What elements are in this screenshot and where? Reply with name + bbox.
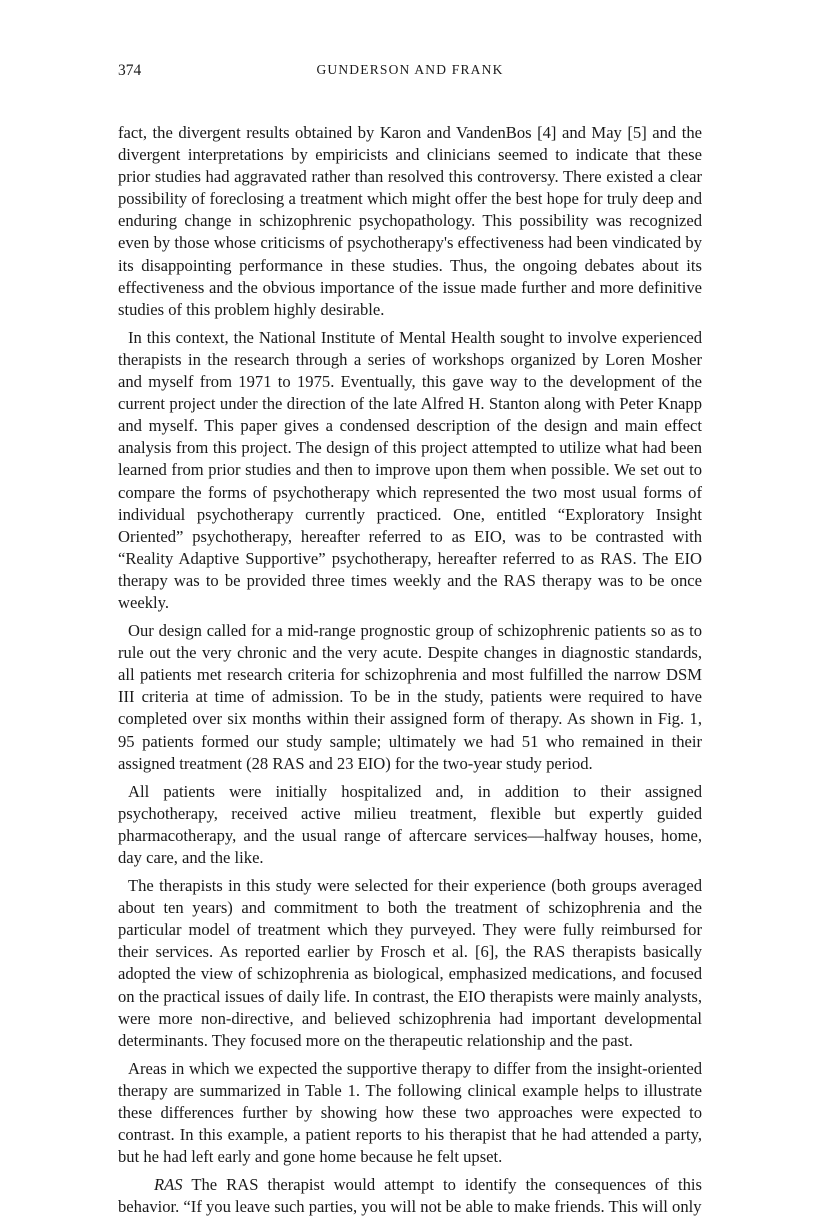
example-label: RAS — [154, 1175, 183, 1195]
paragraph: The therapists in this study were selected for their experience (both groups averaged about ten years) and commitment to both the treatment of schizophrenia and the particular model of treatment which they purveyed. They were fully reimbursed for their services. As reported earlier by Frosch et al. [6], the RAS therapists basically adopted the view of schizophrenia as biological, emphasized medications, and focused on the practical issues of daily life. In contrast, the EIO therapists were mainly analysts, were more non-directive, and believed schizophrenia had important developmental determinants. They focused more on the therapeutic relationship and the past. — [118, 876, 702, 1050]
paragraph: All patients were initially hospitalized and, in addition to their assigned psychotherapy, received active milieu treatment, flexible but expertly guided pharmacotherapy, and the usual range of aftercare services—halfway houses, home, day care, and the like. — [118, 781, 702, 867]
paragraph: Our design called for a mid-range prognostic group of schizophrenic patients so as to rule out the very chronic and the very acute. Despite changes in diagnostic standards, all patients met research criteria for schizophrenia and most fulfilled the narrow DSM III criteria at time of admission. To be in the study, patients were required to have completed over six months within their assigned form of therapy. As shown in Fig. 1, 95 patients formed our study sample; ultimately we had 51 who remained in their assigned treatment (28 RAS and 23 EIO) for the two-year study period. — [118, 621, 702, 773]
page-number: 374 — [118, 62, 142, 79]
running-head: GUNDERSON AND FRANK — [316, 62, 504, 77]
paragraph: Areas in which we expected the supportive therapy to differ from the insight-oriented therapy are summarized in Table 1. The following clinical example helps to illustrate these differences further by showing how these two approaches were expected to contrast. In this example, a patient reports to his therapist that he had attended a party, but he had left early and gone home because he felt upset. — [118, 1058, 702, 1167]
example-text: The RAS therapist would attempt to identify the consequences of this behavior. “If you leave such parties, you will not be able to make friends. This will only — [118, 1175, 702, 1217]
body-text — [118, 122, 702, 1225]
paragraph: fact, the divergent results obtained by Karon and VandenBos [4] and May [5] and the divergent interpretations by empiricists and clinicians seemed to indicate that these prior studies had aggravated rather than resolved this controversy. There existed a clear possibility of foreclosing a treatment which might offer the best hope for truly deep and enduring change in schizophrenic psychopathology. This possibility was recognized even by those whose criticisms of psychotherapy's effectiveness had been vindicated by its disappointing performance in these studies. Thus, the ongoing debates about its effectiveness and the obvious importance of the issue made further and more definitive studies of this problem highly desirable. — [118, 123, 702, 319]
page-header — [118, 62, 702, 86]
paragraph: In this context, the National Institute of Mental Health sought to involve experienced therapists in the research through a series of workshops organized by Loren Mosher and myself from 1971 to 1975. Eventually, this gave way to the development of the current project under the direction of the late Alfred H. Stanton along with Peter Knapp and myself. This paper gives a condensed description of the design and main effect analysis from this project. The design of this project attempted to utilize what had been learned from prior studies and then to improve upon them when possible. We set out to compare the forms of psychotherapy which represented the two most usual forms of individual psychotherapy currently practiced. One, entitled “Exploratory Insight Oriented” psychotherapy, hereafter referred to as EIO, was to be contrasted with “Reality Adaptive Supportive” psychotherapy, hereafter referred to as RAS. The EIO therapy was to be provided three times weekly and the RAS therapy was to be once weekly. — [118, 327, 702, 612]
example-paragraph — [118, 1174, 702, 1218]
